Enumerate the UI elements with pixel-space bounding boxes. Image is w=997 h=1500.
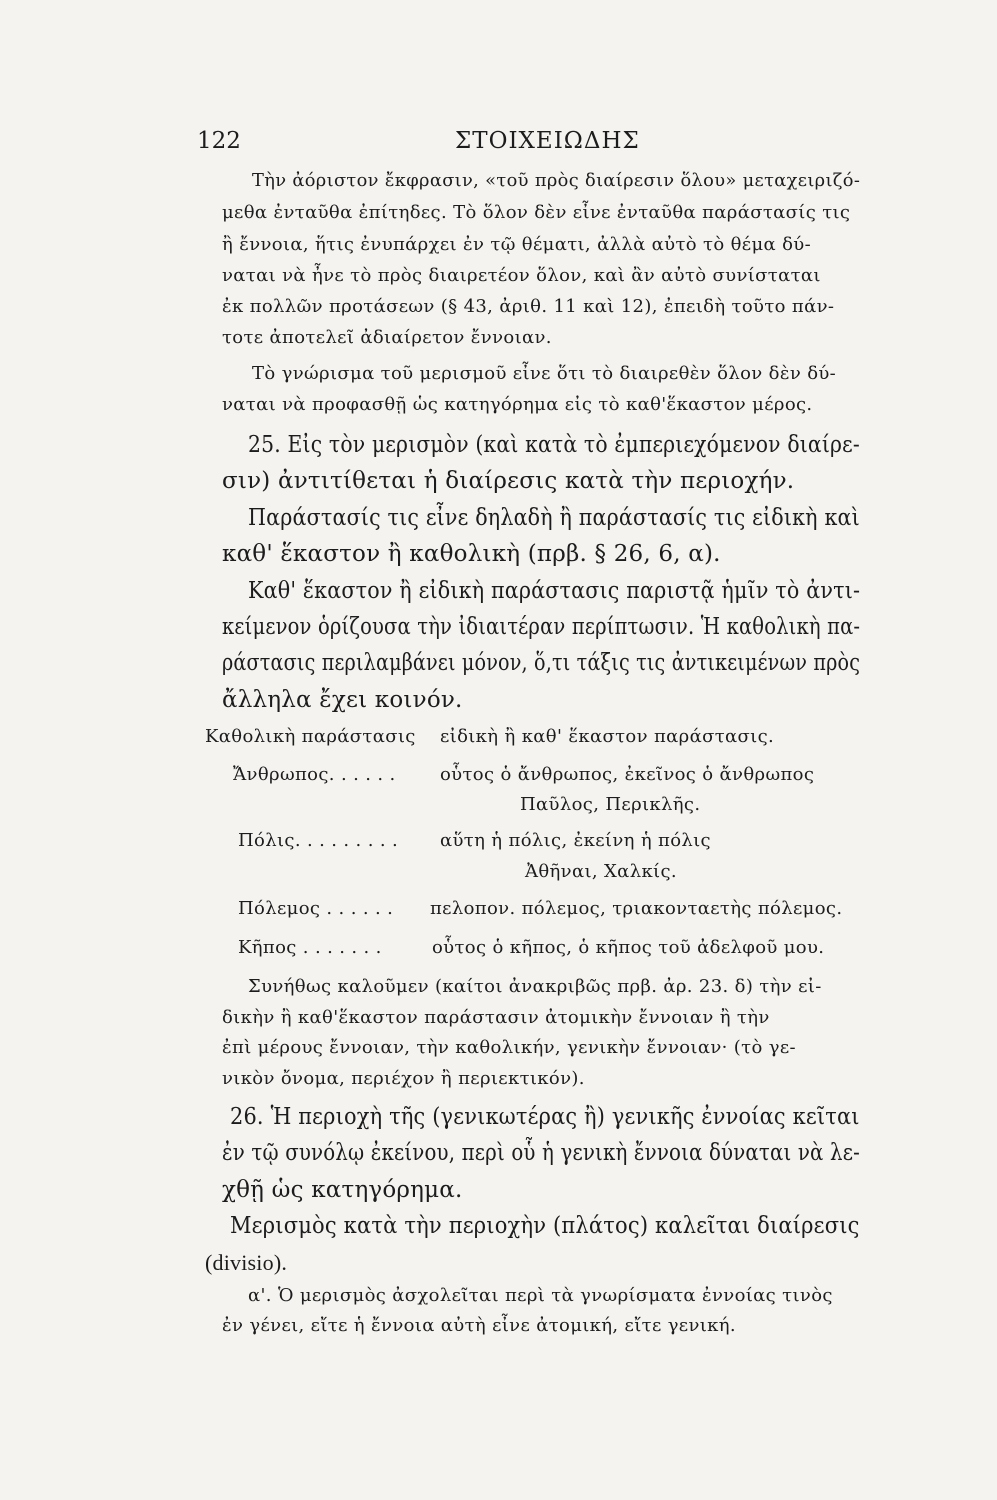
text-line: (divisio). [205,1250,288,1275]
text-line: καθ' ἕκαστον ἢ καθολικὴ (πρβ. § 26, 6, α). [222,541,721,567]
text-line: ἢ ἔννοια, ἥτις ἐνυπάρχει ἐν τῷ θέματι, ἀλλὰ αὐτὸ τὸ θέμα δύ- [222,234,812,255]
table-example: οὗτος ὁ ἄνθρωπος, ἐκεῖνος ὁ ἄνθρωπος [440,764,815,785]
table-example: οὗτος ὁ κῆπος, ὁ κῆπος τοῦ ἀδελφοῦ μου. [432,937,825,958]
text-line: ναται νὰ ἦνε τὸ πρὸς διαιρετέον ὅλον, καὶ ἂν αὐτὸ συνίσταται [222,265,821,286]
text-line: ἐκ πολλῶν προτάσεων (§ 43, ἀριθ. 11 καὶ 12), ἐπειδὴ τοῦτο πάν- [222,296,835,317]
section-heading: 25. Εἰς τὸν μερισμὸν (καὶ κατὰ τὸ ἐμπεριεχόμενον διαίρε- [248,432,860,458]
section-heading: 26. Ἡ περιοχὴ τῆς (γενικωτέρας ἢ) γενικῆς ἐννοίας κεῖται [230,1104,860,1130]
text-line: ἐν γένει, εἴτε ἡ ἔννοια αὐτὴ εἶνε ἀτομική, εἴτε γενική. [222,1315,736,1336]
text-line: ἐν τῷ συνόλῳ ἐκείνου, περὶ οὗ ἡ γενικὴ ἔννοια δύναται νὰ λε- [222,1140,860,1166]
table-term: Πόλεμος . . . . . . [238,898,394,919]
page-number: 122 [197,128,241,154]
text-line: Συνήθως καλοῦμεν (καίτοι ἀνακριβῶς πρβ. ἀρ. 23. δ) τὴν εἰ- [248,976,822,997]
text-line: ἄλληλα ἔχει κοινόν. [222,687,463,713]
text-line: τοτε ἀποτελεῖ ἀδιαίρετον ἔννοιαν. [222,327,552,348]
table-header-left: Καθολικὴ παράστασις [205,726,416,747]
table-example: πελοπον. πόλεμος, τριακονταετὴς πόλεμος. [430,898,843,919]
text-line: ναται νὰ προφασθῇ ὡς κατηγόρημα εἰς τὸ καθ'ἕκαστον μέρος. [222,394,813,415]
table-header-right: εἰδικὴ ἢ καθ' ἕκαστον παράστασις. [440,726,775,747]
text-line: χθῇ ὡς κατηγόρημα. [222,1177,463,1203]
table-term: Ἄνθρωπος. . . . . . [233,764,396,785]
text-line: ράστασις περιλαμβάνει μόνον, ὅ,τι τάξις τις ἀντικειμένων πρὸς [222,650,861,676]
table-term: Πόλις. . . . . . . . . [238,830,399,851]
table-term: Κῆπος . . . . . . . [238,937,382,958]
text-line: μεθα ἐνταῦθα ἐπίτηδες. Τὸ ὅλον δὲν εἶνε ἐνταῦθα παράστασίς τις [222,202,851,223]
text-line: νικὸν ὄνομα, περιέχον ἢ περιεκτικόν). [222,1068,585,1089]
table-example: αὕτη ἡ πόλις, ἐκείνη ἡ πόλις [440,830,711,851]
running-title: ΣΤΟΙΧΕΙΩΔΗΣ [455,128,640,154]
text-line: α'. Ὁ μερισμὸς ἀσχολεῖται περὶ τὰ γνωρίσματα ἐννοίας τινὸς [248,1285,833,1306]
text-line: σιν) ἀντιτίθεται ἡ διαίρεσις κατὰ τὴν περιοχήν. [222,468,795,494]
text-line: κείμενον ὁρίζουσα τὴν ἰδιαιτέραν περίπτωσιν. Ἡ καθολικὴ πα- [222,614,861,640]
table-example: Ἀθῆναι, Χαλκίς. [525,861,677,882]
text-line: Τὸ γνώρισμα τοῦ μερισμοῦ εἶνε ὅτι τὸ διαιρεθὲν ὅλον δὲν δύ- [252,363,837,384]
text-line: Μερισμὸς κατὰ τὴν περιοχὴν (πλάτος) καλεῖται διαίρεσις [230,1213,860,1239]
text-line: ἐπὶ μέρους ἔννοιαν, τὴν καθολικήν, γενικὴν ἔννοιαν· (τὸ γε- [222,1037,796,1058]
text-line: Παράστασίς τις εἶνε δηλαδὴ ἢ παράστασίς τις εἰδικὴ καὶ [248,505,860,531]
text-line: Τὴν ἀόριστον ἔκφρασιν, «τοῦ πρὸς διαίρεσιν ὅλου» μεταχειριζό- [252,170,861,191]
text-line: Καθ' ἕκαστον ἢ εἰδικὴ παράστασις παριστᾷ ἡμῖν τὸ ἀντι- [248,578,861,604]
text-line: δικὴν ἢ καθ'ἕκαστον παράστασιν ἀτομικὴν ἔννοιαν ἢ τὴν [222,1007,770,1028]
table-example: Παῦλος, Περικλῆς. [520,794,701,815]
